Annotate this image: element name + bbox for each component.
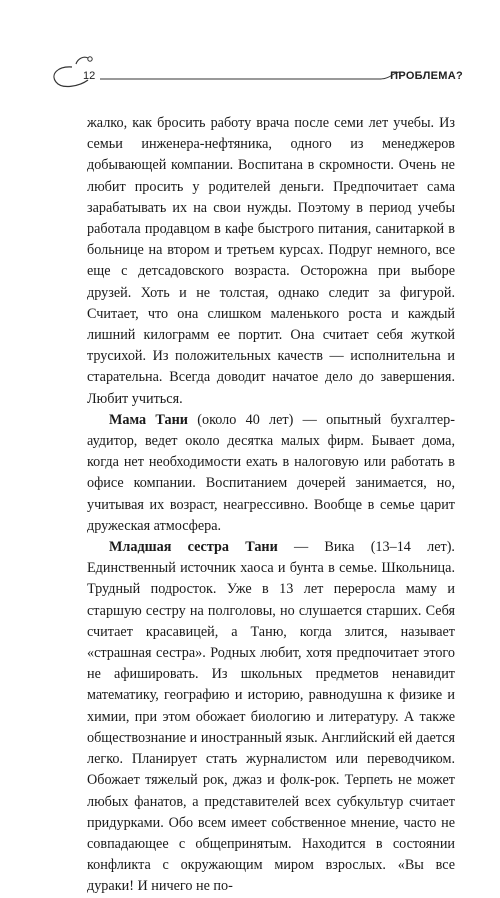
- paragraph: [87, 410, 455, 537]
- paragraph-text: — Вика (13–14 лет). Единственный источник хаоса и бунта в семье. Школьница. Трудный подросток. Уже в 13 лет переросла маму и старшую сестру на полголовы, но слушается старших. Себя считает красавицей, а Таню, когда злится, называет «страшная сестра». Родных любит, хотя предпочитает этого не афишировать. Из школьных предметов ненавидит математику, географию и историю, равнодушна к физике и химии, при этом обожает биологию и литературу. А также обществознание и иностранный язык. Английский ей дается легко. Планирует стать журналистом или переводчиком. Обожает тяжелый рок, джаз и фолк-рок. Терпеть не может любых фанатов, а представителей всех субкультур считает придурками. Обо всем имеет собственное мнение, часто не совпадающее с общепринятым. Находится в состоянии конфликта с окружающим миром взрослых. «Вы все дураки! И ничего не по-: [87, 539, 455, 895]
- running-head: ПРОБЛЕМА?: [390, 70, 463, 82]
- paragraph-text: (около 40 лет) — опытный бухгалтер-аудитор, ведет около десятка малых фирм. Бывает дома, когда нет необходимости ехать в налоговую или работать в офисе компании. Воспитанием дочерей занимается, но, учитывая их возраст, неагрессивно. Вообще в семье царит дружеская атмосфера.: [87, 411, 456, 534]
- paragraph: [87, 537, 455, 897]
- stethoscope-icon: [0, 0, 500, 110]
- paragraph-lead: Младшая сестра Тани: [109, 539, 278, 556]
- page-header: [0, 0, 500, 110]
- page-number: 12: [83, 70, 96, 82]
- body-text: [87, 113, 455, 898]
- paragraph-lead: Мама Тани: [109, 411, 188, 428]
- paragraph: жалко, как бросить работу врача после семи лет учебы. Из семьи инженера-нефтяника, одного из менеджеров добывающей компании. Воспитана в скромности. Очень не любит просить у родителей деньги. Предпочитает сама зарабатывать их на свои нужды. Поэтому в период учебы работала продавцом в кафе быстрого питания, санитаркой в больнице на втором и третьем курсах. Подруг немного, все еще с детсадовского возраста. Осторожна при выборе друзей. Хоть и не толстая, однако следит за фигурой. Считает, что она слишком маленького роста и каждый лишний килограмм ее портит. Она считает себя жуткой трусихой. Из положительных качеств — исполнительна и старательна. Всегда доводит начатое дело до завершения. Любит учиться.: [87, 115, 455, 407]
